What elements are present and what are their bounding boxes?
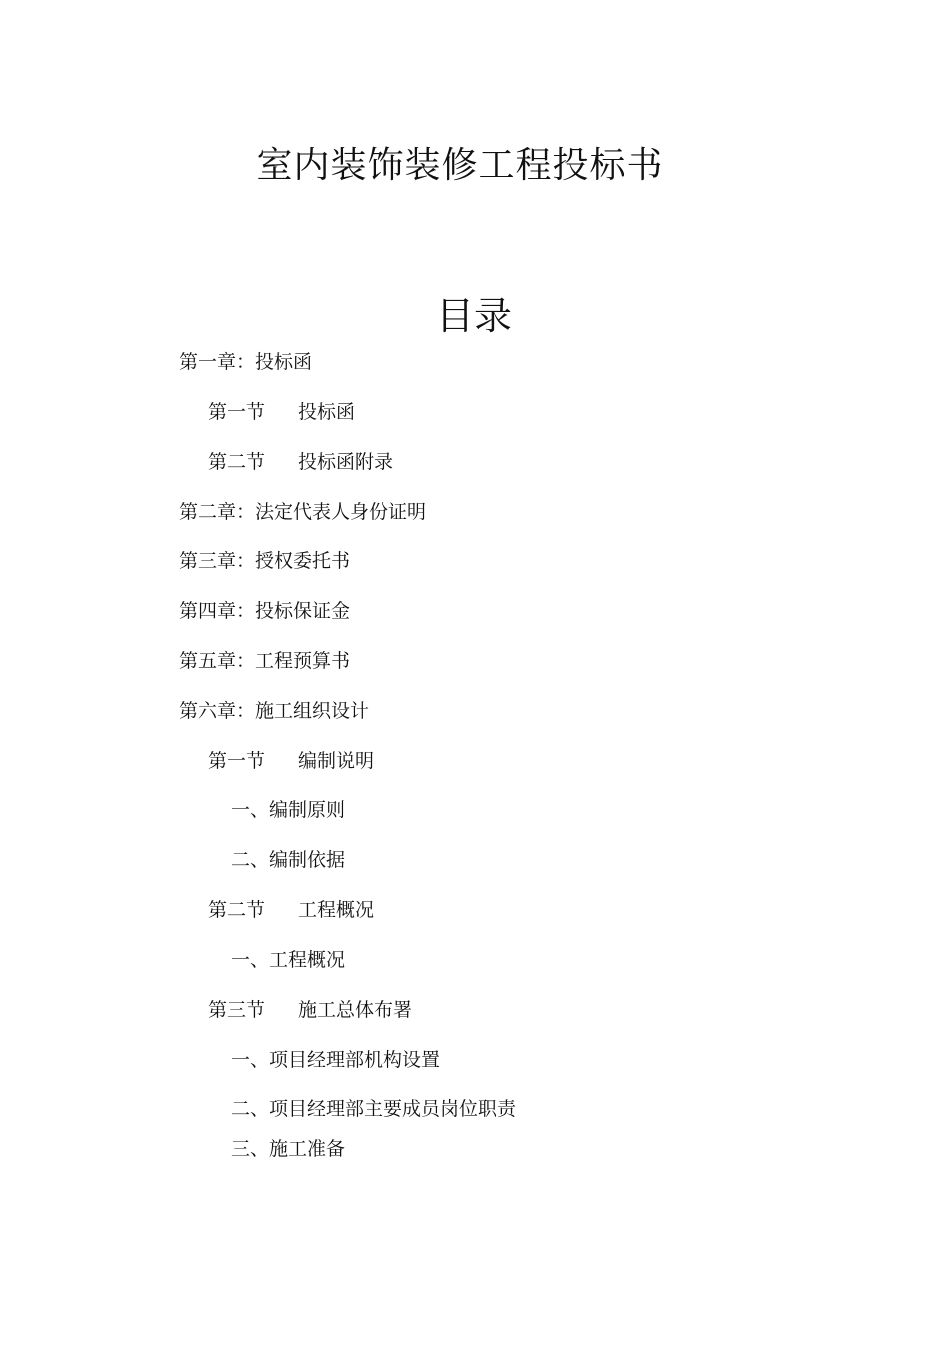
toc-entry-text: 第四章：投标保证金: [179, 600, 351, 622]
toc-item: [231, 847, 345, 873]
toc-section-number: 第一节: [208, 750, 266, 772]
toc-heading: 目录: [435, 294, 512, 338]
toc-section-6-1: [208, 748, 374, 774]
toc-entry-text: 编制说明: [298, 750, 375, 772]
toc-entry-text: 投标函: [298, 401, 356, 423]
toc-entry-text: 施工总体布署: [298, 999, 413, 1021]
toc-item: [231, 947, 345, 973]
toc-section-number: 第二节: [208, 899, 266, 921]
toc-entry-text: 第六章：施工组织设计: [179, 700, 370, 722]
toc-entry-text: 第五章：工程预算书: [179, 650, 351, 672]
toc-item: [231, 1096, 516, 1122]
toc-chapter-3: [179, 548, 350, 574]
toc-section-1-2: [208, 449, 393, 475]
toc-entry-text: 二、项目经理部主要成员岗位职责: [231, 1098, 517, 1120]
toc-chapter-2: [179, 499, 426, 525]
toc-chapter-6: [179, 698, 369, 724]
toc-chapter-4: [179, 598, 350, 624]
toc-entry-text: 一、编制原则: [231, 799, 346, 821]
toc-section-number: 第三节: [208, 999, 266, 1021]
toc-entry-text: 第二章：法定代表人身份证明: [179, 501, 427, 523]
toc-section-number: 第二节: [208, 451, 266, 473]
toc-entry-text: 二、编制依据: [231, 849, 346, 871]
toc-item: [231, 797, 345, 823]
toc-section-6-3: [208, 997, 412, 1023]
toc-entry-text: 一、项目经理部机构设置: [231, 1049, 441, 1071]
toc-entry-text: 一、工程概况: [231, 949, 346, 971]
toc-entry-text: 投标函附录: [298, 451, 394, 473]
toc-entry-text: 三、施工准备: [231, 1138, 346, 1160]
toc-item: [231, 1136, 345, 1162]
toc-chapter-5: [179, 648, 350, 674]
toc-entry-text: 第三章：授权委托书: [179, 550, 351, 572]
toc-chapter-1: [179, 349, 312, 375]
toc-section-1-1: [208, 399, 355, 425]
document-title: 室内装饰装修工程投标书: [256, 145, 664, 186]
toc-item: [231, 1047, 440, 1073]
toc-entry-text: 第一章：投标函: [179, 351, 313, 373]
toc-section-6-2: [208, 897, 374, 923]
toc-entry-text: 工程概况: [298, 899, 375, 921]
toc-section-number: 第一节: [208, 401, 266, 423]
